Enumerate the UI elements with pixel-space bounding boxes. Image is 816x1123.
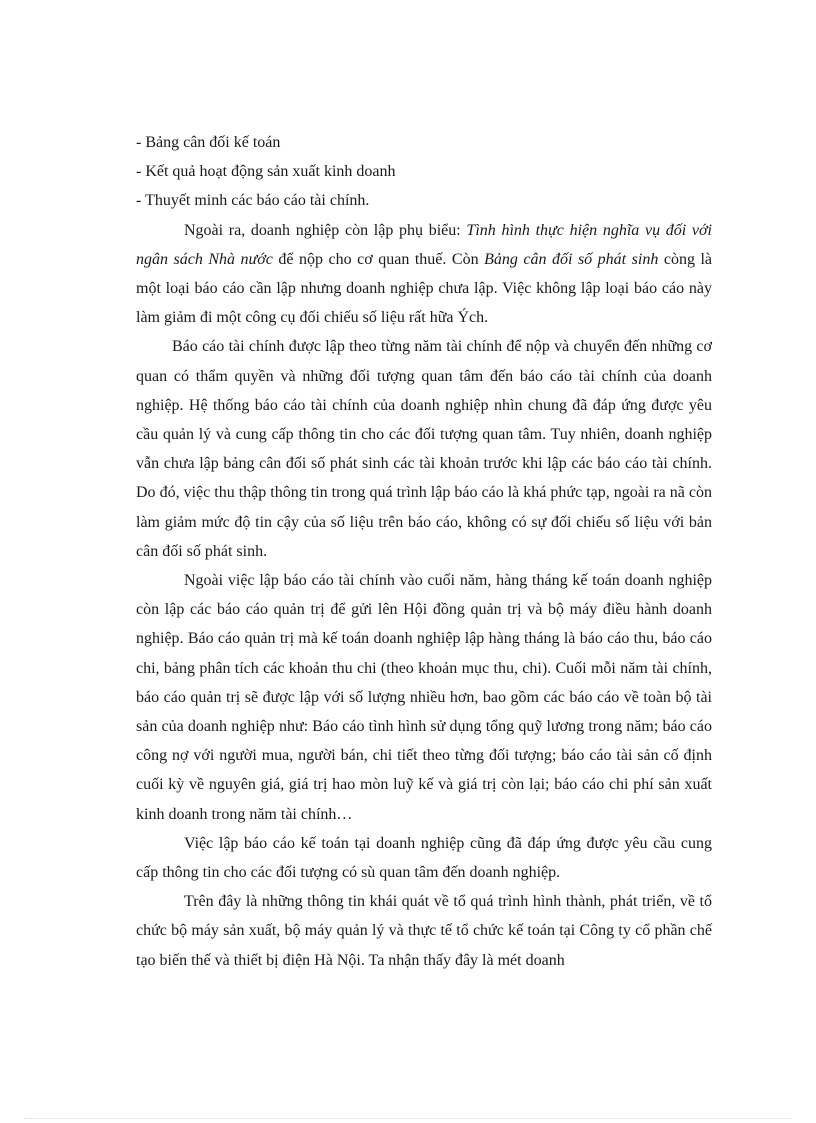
emphasized-term: Tình hình thực hiện nghĩa vụ đối với ngân sách Nhà nước	[136, 221, 713, 268]
paragraph-conclusion: Trên đây là những thông tin khái quát về tổ quá trình hình thành, phát triển, về tổ chức bộ máy sản xuất, bộ máy quản lý và thực tế tổ chức kế toán tại Công ty cổ phần chế tạo biến thế và thiết bị điện Hà Nội. Ta nhận thấy đây là mét doanh	[136, 893, 712, 969]
paragraph-text: để nộp cho cơ quan thuế. Còn	[272, 250, 485, 268]
list-item: - Bảng cân đối kế toán	[136, 134, 281, 151]
emphasized-term: Bảng cân đối số phát sinh	[484, 250, 659, 268]
list-item: - Thuyết minh các báo cáo tài chính.	[136, 192, 370, 210]
paragraph-reporting-summary: Việc lập báo cáo kế toán tại doanh nghiệp cũng đã đáp ứng được yêu cầu cung cấp thông tin cho các đối tượng có sù quan tâm đến doanh nghiệp.	[136, 834, 712, 882]
paragraph-management-reports: Ngoài việc lập báo cáo tài chính vào cuối năm, hàng tháng kế toán doanh nghiệp còn lập các báo cáo quản trị để gửi lên Hội đồng quản trị và bộ máy điều hành doanh nghiệp. Báo cáo quản trị mà kế toán doanh nghiệp lập hàng tháng là báo cáo thu, báo cáo chi, bảng phân tích các khoản thu chi (theo khoản mục thu, chi). Cuối mỗi năm tài chính, báo cáo quản trị sẽ được lập với số lượng nhiều hơn, bao gồm các báo cáo về toàn bộ tài sản của doanh nghiệp như: Báo cáo tình hình sử dụng tổng quỹ lương trong năm; báo cáo công nợ với người mua, người bán, chi tiết theo từng đối tượng; báo cáo tài sản cố định cuối kỳ về nguyên giá, giá trị hao mòn luỹ kế và giá trị còn lại; báo cáo chi phí sản xuất kinh doanh trong năm tài chính…	[136, 572, 712, 823]
paragraph-text: còng là một loại báo cáo cần lập nhưng doanh nghiệp chưa lập. Việc không lập loại báo cáo này làm giảm đi một công cụ đối chiếu số liệu rất hữa Ých.	[136, 250, 712, 327]
list-item: - Kết quả hoạt động sản xuất kinh doanh	[136, 163, 396, 181]
paragraph-supplementary-reports	[136, 216, 712, 333]
paragraph-text: Ngoài ra, doanh nghiệp còn lập phụ biểu:	[184, 221, 467, 239]
document-body	[136, 128, 712, 975]
page-bottom-divider	[24, 1118, 792, 1119]
paragraph-financial-reports: Báo cáo tài chính được lập theo từng năm tài chính để nộp và chuyển đến những cơ quan có thẩm quyền và những đối tượng quan tâm đến báo cáo tài chính của doanh nghiệp. Hệ thống báo cáo tài chính của doanh nghiệp nhìn chung đã đáp ứng được yêu cầu quản lý và cung cấp thông tin cho các đối tượng quan tâm. Tuy nhiên, doanh nghiệp vẫn chưa lập bảng cân đối số phát sinh các tài khoản trước khi lập các báo cáo tài chính. Do đó, việc thu thập thông tin trong quá trình lập báo cáo là khá phức tạp, ngoài ra nã còn làm giảm mức độ tin cậy của số liệu trên báo cáo, không có sự đối chiếu số liệu với bản cân đối số phát sinh.	[136, 338, 712, 560]
